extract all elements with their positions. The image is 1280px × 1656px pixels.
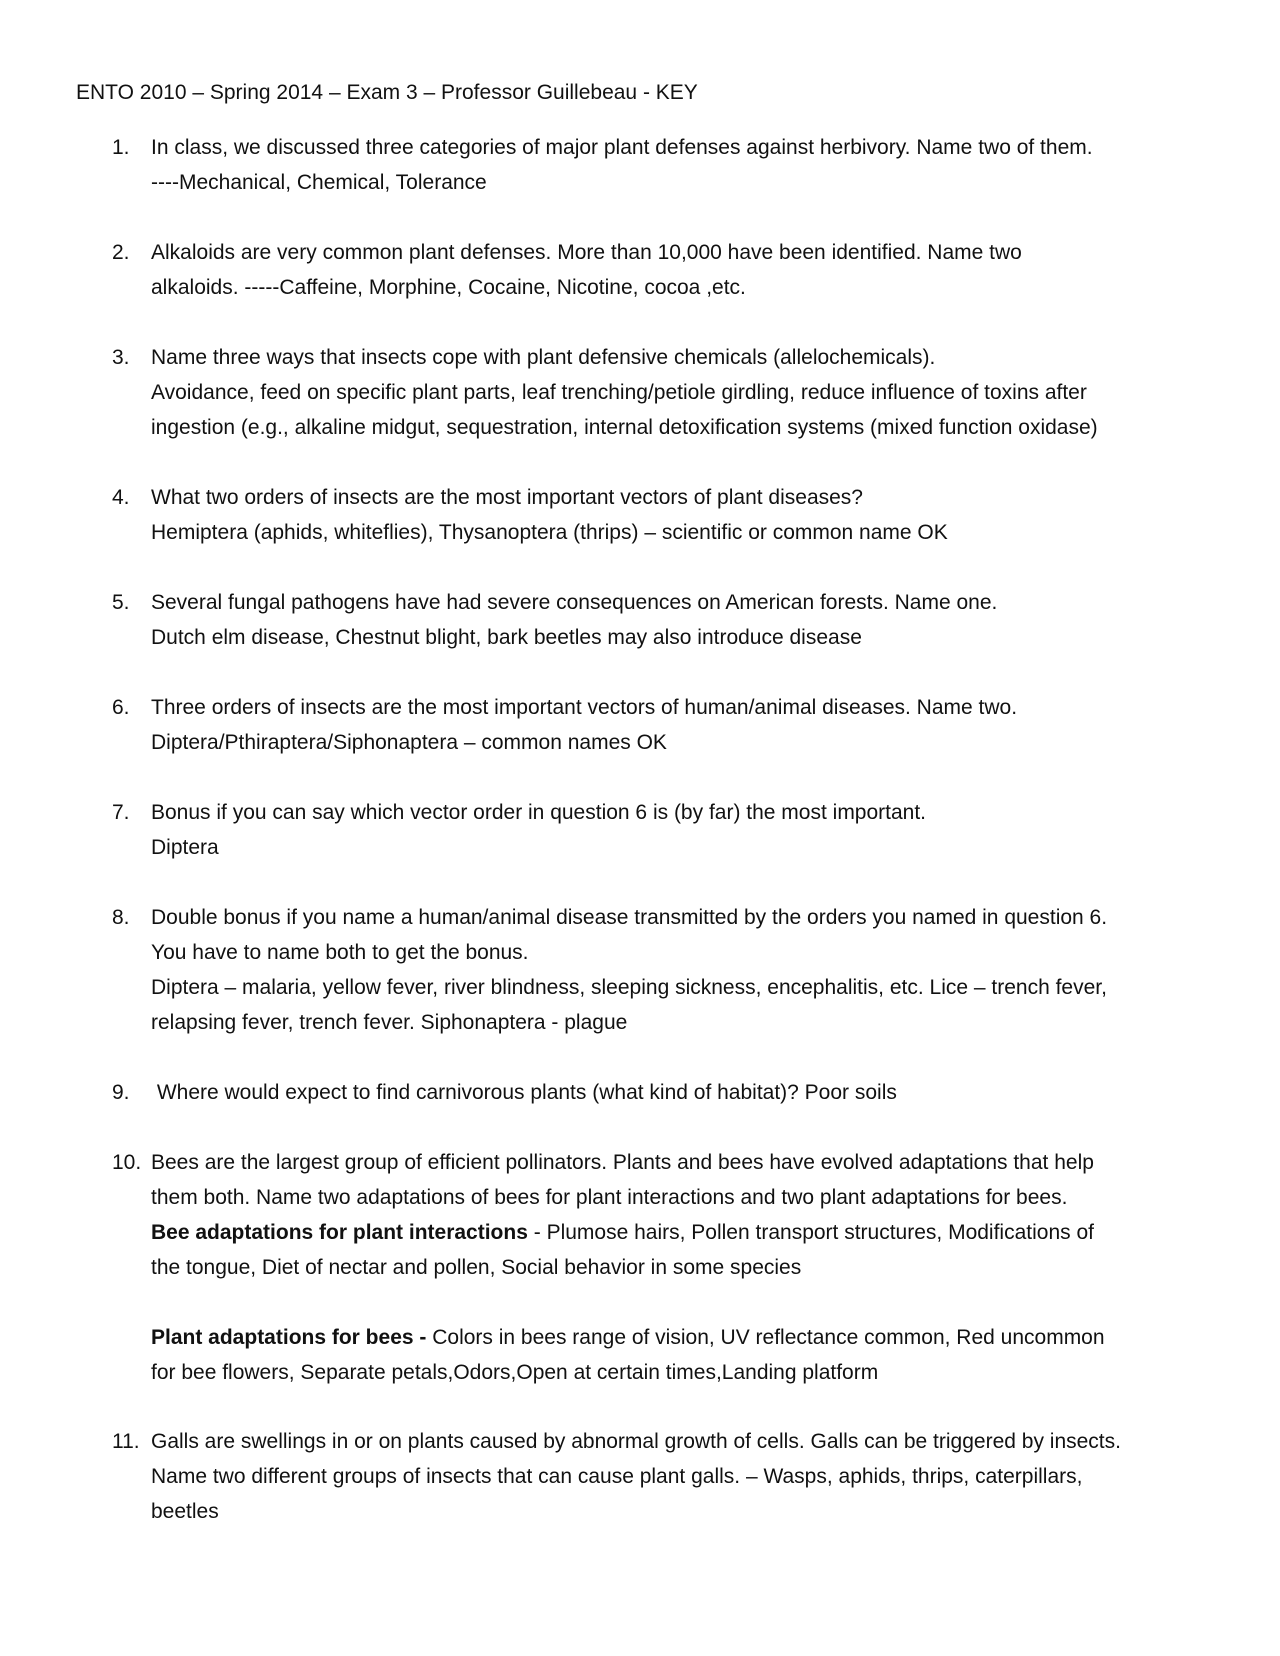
answer-text: Diptera bbox=[151, 836, 219, 859]
question-1 bbox=[112, 130, 1210, 200]
plant-adaptations-text: for bee flowers, Separate petals,Odors,Open at certain times,Landing platform bbox=[151, 1361, 879, 1384]
answer-text: Diptera/Pthiraptera/Siphonaptera – common names OK bbox=[151, 731, 667, 754]
question-number: 8. bbox=[112, 906, 130, 929]
question-text: beetles bbox=[151, 1500, 219, 1523]
question-6 bbox=[112, 690, 1210, 760]
bee-adaptations-label: Bee adaptations for plant interactions bbox=[151, 1221, 528, 1244]
answer-text: Hemiptera (aphids, whiteflies), Thysanoptera (thrips) – scientific or common name OK bbox=[151, 521, 948, 544]
question-text: Several fungal pathogens have had severe consequences on American forests. Name one. bbox=[151, 591, 998, 614]
bee-adaptations-line bbox=[151, 1215, 1210, 1250]
question-text: Name two different groups of insects that can cause plant galls. – Wasps, aphids, thrips, caterpillars, bbox=[151, 1465, 1083, 1488]
question-text: alkaloids. -----Caffeine, Morphine, Cocaine, Nicotine, cocoa ,etc. bbox=[151, 276, 746, 299]
question-8 bbox=[112, 900, 1210, 1040]
answer-text: Diptera – malaria, yellow fever, river blindness, sleeping sickness, encephalitis, etc. Lice – trench fever, bbox=[151, 976, 1107, 999]
answer-text: ----Mechanical, Chemical, Tolerance bbox=[151, 171, 487, 194]
question-4 bbox=[112, 480, 1210, 550]
question-2 bbox=[112, 235, 1210, 305]
question-number: 7. bbox=[112, 801, 130, 824]
question-7 bbox=[112, 795, 1210, 865]
question-number: 3. bbox=[112, 346, 130, 369]
paragraph-gap bbox=[151, 1285, 1210, 1320]
answer-text: Avoidance, feed on specific plant parts, leaf trenching/petiole girdling, reduce influence of toxins after bbox=[151, 381, 1087, 404]
question-number: 5. bbox=[112, 591, 130, 614]
plant-adaptations-line bbox=[151, 1320, 1210, 1355]
question-5 bbox=[112, 585, 1210, 655]
plant-adaptations-text: Colors in bees range of vision, UV reflectance common, Red uncommon bbox=[426, 1326, 1105, 1349]
question-text: Where would expect to find carnivorous plants (what kind of habitat)? Poor soils bbox=[151, 1081, 897, 1104]
answer-text: relapsing fever, trench fever. Siphonaptera - plague bbox=[151, 1011, 628, 1034]
question-number: 11. bbox=[112, 1430, 140, 1453]
question-text: What two orders of insects are the most important vectors of plant diseases? bbox=[151, 486, 863, 509]
question-number: 9. bbox=[112, 1081, 130, 1104]
question-3 bbox=[112, 340, 1210, 445]
document-title: ENTO 2010 – Spring 2014 – Exam 3 – Professor Guillebeau - KEY bbox=[76, 81, 698, 104]
question-text: In class, we discussed three categories of major plant defenses against herbivory. Name two of them. bbox=[151, 136, 1093, 159]
question-number: 6. bbox=[112, 696, 130, 719]
question-text: Alkaloids are very common plant defenses. More than 10,000 have been identified. Name two bbox=[151, 241, 1022, 264]
question-number: 4. bbox=[112, 486, 130, 509]
question-11 bbox=[112, 1424, 1210, 1529]
question-text: You have to name both to get the bonus. bbox=[151, 941, 529, 964]
question-text: Double bonus if you name a human/animal disease transmitted by the orders you named in question 6. bbox=[151, 906, 1108, 929]
question-9 bbox=[112, 1075, 1210, 1110]
question-number: 1. bbox=[112, 136, 130, 159]
question-number: 10. bbox=[112, 1151, 142, 1174]
question-text: Name three ways that insects cope with plant defensive chemicals (allelochemicals). bbox=[151, 346, 936, 369]
question-text: them both. Name two adaptations of bees for plant interactions and two plant adaptations for bees. bbox=[151, 1186, 1068, 1209]
bee-adaptations-text: the tongue, Diet of nectar and pollen, Social behavior in some species bbox=[151, 1256, 802, 1279]
answer-text: ingestion (e.g., alkaline midgut, sequestration, internal detoxification systems (mixed function oxidase) bbox=[151, 416, 1098, 439]
plant-adaptations-label: Plant adaptations for bees - bbox=[151, 1326, 427, 1349]
question-text: Bees are the largest group of efficient pollinators. Plants and bees have evolved adaptations that help bbox=[151, 1151, 1094, 1174]
question-10 bbox=[112, 1145, 1210, 1390]
answer-text: Dutch elm disease, Chestnut blight, bark beetles may also introduce disease bbox=[151, 626, 862, 649]
bee-adaptations-text: - Plumose hairs, Pollen transport structures, Modifications of bbox=[527, 1221, 1094, 1244]
question-number: 2. bbox=[112, 241, 130, 264]
question-text: Three orders of insects are the most important vectors of human/animal diseases. Name two. bbox=[151, 696, 1018, 719]
question-text: Galls are swellings in or on plants caused by abnormal growth of cells. Galls can be triggered by insects. bbox=[151, 1430, 1121, 1453]
question-text: Bonus if you can say which vector order in question 6 is (by far) the most important. bbox=[151, 801, 927, 824]
